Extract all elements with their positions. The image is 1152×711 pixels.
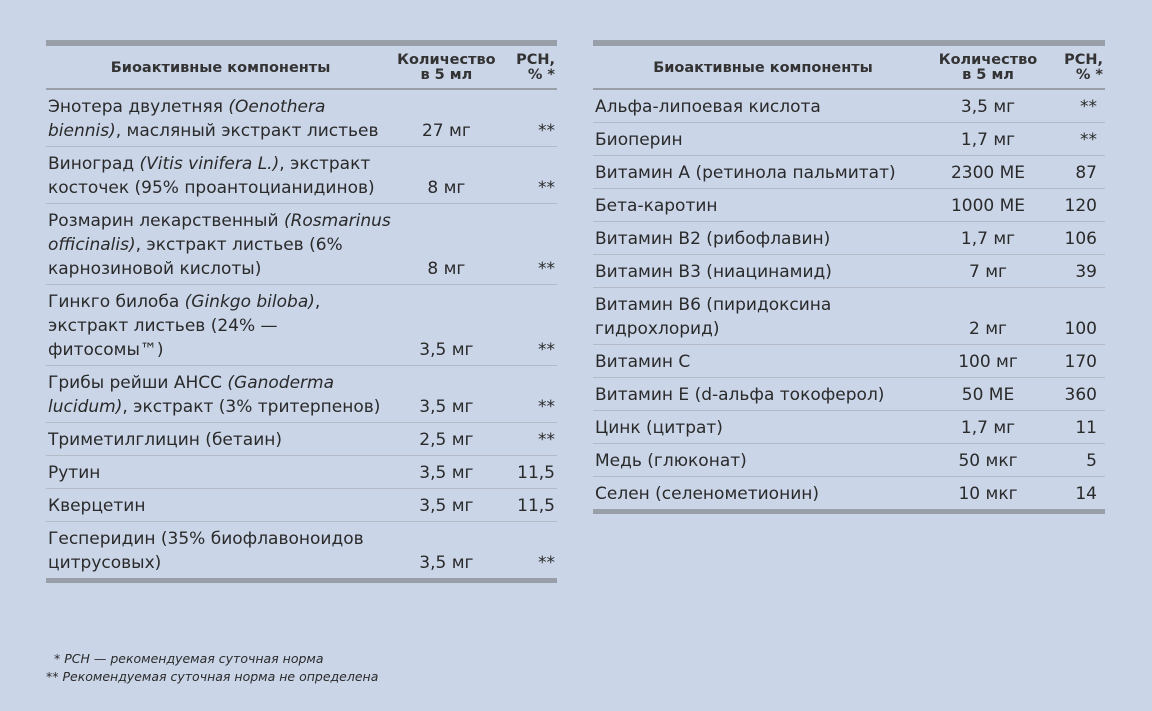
component-rsn: 120 [1043,189,1105,222]
component-amount: 1,7 мг [933,222,1043,255]
component-name [46,89,395,147]
component-amount: 1000 МЕ [933,189,1043,222]
component-amount: 2300 МЕ [933,156,1043,189]
table-row [46,147,557,204]
component-rsn: ** [498,89,557,147]
component-rsn: 11 [1043,411,1105,444]
component-rsn: 87 [1043,156,1105,189]
component-name [46,285,395,366]
component-amount: 8 мг [395,147,498,204]
table-row [593,156,1105,189]
table-row [593,411,1105,444]
table-row [593,222,1105,255]
component-latin-name: (Vitis vinifera L.) [139,154,280,174]
component-name-text: Гесперидин (35% биофлавоноидов цитрусовых) [48,529,364,573]
table-row [46,489,557,522]
component-rsn: 360 [1043,378,1105,411]
table-header-row [46,43,557,89]
component-amount: 1,7 мг [933,123,1043,156]
component-name: Витамин B2 (рибофлавин) [593,222,933,255]
component-rsn: ** [498,423,557,456]
table-row [46,423,557,456]
component-amount: 10 мкг [933,477,1043,512]
component-name-text: Грибы рейши AHCC [48,373,228,393]
component-amount: 7 мг [933,255,1043,288]
component-name: Цинк (цитрат) [593,411,933,444]
component-extract-text: , экстракт листьев (6% карнозиновой кислоты) [48,235,343,279]
component-name: Витамин Е (d-альфа токоферол) [593,378,933,411]
component-latin-name: (Oenothera biennis) [48,97,326,141]
component-amount: 3,5 мг [395,366,498,423]
table-row [46,89,557,147]
component-name [46,423,395,456]
component-rsn: ** [498,285,557,366]
component-rsn: 5 [1043,444,1105,477]
component-name-text: Розмарин лекарственный [48,211,284,231]
component-rsn: 11,5 [498,489,557,522]
component-rsn: 39 [1043,255,1105,288]
table-row [46,522,557,581]
component-amount: 27 мг [395,89,498,147]
component-name [46,147,395,204]
table-row [46,366,557,423]
component-name: Селен (селенометионин) [593,477,933,512]
header-amount: Количество в 5 мл [933,43,1043,89]
component-name: Биоперин [593,123,933,156]
table-row [46,456,557,489]
component-name: Витамин B3 (ниацинамид) [593,255,933,288]
component-extract-text: , экстракт косточек (95% проантоцианидинов) [48,154,375,198]
component-rsn: 106 [1043,222,1105,255]
component-amount: 3,5 мг [395,489,498,522]
component-amount: 2,5 мг [395,423,498,456]
table-row [593,444,1105,477]
component-amount: 100 мг [933,345,1043,378]
component-name: Бета-каротин [593,189,933,222]
table-row [593,255,1105,288]
component-name [46,456,395,489]
component-name [46,522,395,581]
component-amount: 8 мг [395,204,498,285]
table-row [593,378,1105,411]
component-name-text: Энотера двулетняя [48,97,229,117]
component-name-text: Рутин [48,463,101,483]
component-rsn: 170 [1043,345,1105,378]
component-rsn: 14 [1043,477,1105,512]
component-latin-name: (Rosmarinus officinalis) [48,211,391,255]
component-name-text: Гинкго билоба [48,292,185,312]
header-component: Биоактивные компоненты [46,43,395,89]
table-row [593,189,1105,222]
component-name: Витамин А (ретинола пальмитат) [593,156,933,189]
header-component: Биоактивные компоненты [593,43,933,89]
component-extract-text: , масляный экстракт листьев [115,121,379,141]
component-amount: 1,7 мг [933,411,1043,444]
component-latin-name: (Ginkgo biloba) [184,292,315,312]
component-name: Витамин C [593,345,933,378]
header-rsn: РСН, % * [1043,43,1105,89]
component-extract-text: , экстракт (3% тритерпенов) [122,397,381,417]
component-rsn: ** [1043,89,1105,123]
table-row [46,285,557,366]
header-rsn: РСН, % * [498,43,557,89]
footnote-rsn: * РСН — рекомендуемая суточная норма [54,651,324,666]
table-row [593,288,1105,345]
component-name: Медь (глюконат) [593,444,933,477]
component-name-text: Кверцетин [48,496,146,516]
component-amount: 50 мкг [933,444,1043,477]
table-row [593,345,1105,378]
table-row [593,89,1105,123]
component-amount: 3,5 мг [395,522,498,581]
left-table [46,40,557,583]
right-table [593,40,1105,514]
component-rsn: 100 [1043,288,1105,345]
component-amount: 3,5 мг [395,456,498,489]
component-rsn: ** [498,522,557,581]
component-amount: 50 МЕ [933,378,1043,411]
component-name-text: Триметилглицин (бетаин) [48,430,282,450]
component-amount: 3,5 мг [395,285,498,366]
table-row [593,123,1105,156]
component-name [46,204,395,285]
footnote-undefined: ** Рекомендуемая суточная норма не определена [46,669,379,684]
component-latin-name: (Ganoderma lucidum) [48,373,335,417]
component-name: Альфа-липоевая кислота [593,89,933,123]
table-row [593,477,1105,512]
component-amount: 2 мг [933,288,1043,345]
component-rsn: 11,5 [498,456,557,489]
table-row [46,204,557,285]
component-name: Витамин B6 (пиридоксина гидрохлорид) [593,288,933,345]
header-amount: Количество в 5 мл [395,43,498,89]
component-rsn: ** [498,366,557,423]
component-rsn: ** [498,147,557,204]
component-name-text: Виноград [48,154,140,174]
component-name [46,366,395,423]
component-extract-text: , экстракт листьев (24% — фитосомы™) [48,292,321,360]
component-name [46,489,395,522]
table-header-row [593,43,1105,89]
component-rsn: ** [498,204,557,285]
component-rsn: ** [1043,123,1105,156]
component-amount: 3,5 мг [933,89,1043,123]
